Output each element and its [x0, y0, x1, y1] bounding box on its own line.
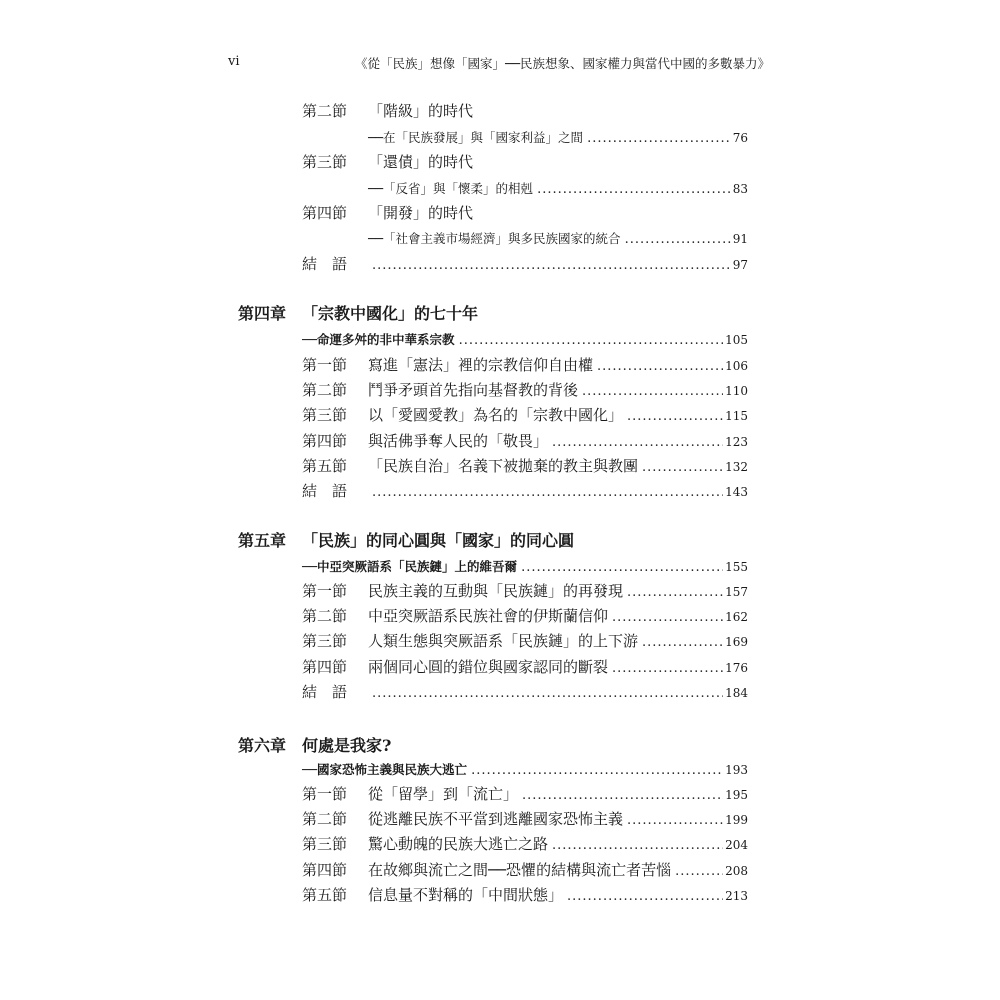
chapter-title: 「民族」的同心圓與「國家」的同心圓 [302, 531, 575, 550]
toc-entry[interactable] [302, 808, 748, 829]
toc-entry[interactable] [302, 605, 748, 626]
entry-label: 第一節 [302, 356, 348, 374]
section-title: 「開發」的時代 [368, 204, 474, 222]
leader-dots [459, 333, 724, 348]
entry-label: 第四節 [302, 431, 348, 450]
toc-entry[interactable] [302, 681, 748, 702]
entry-title: 驚心動魄的民族大逃亡之路 [368, 835, 549, 854]
toc-entry[interactable] [302, 580, 748, 601]
section-label: 第二節 [302, 102, 348, 120]
page-ref: 123 [725, 434, 748, 449]
page-ref: 83 [732, 182, 748, 196]
entry-title: 以「愛國愛教」為名的「宗教中國化」 [368, 406, 624, 425]
section-label: 第四節 [302, 204, 348, 222]
toc-entry[interactable] [302, 379, 748, 400]
entry-label: 第三節 [302, 632, 348, 651]
page-ref: 204 [725, 838, 748, 853]
entry-label: 第二節 [302, 810, 348, 829]
page-ref: 143 [725, 485, 748, 499]
entry-title: 寫進「憲法」裡的宗教信仰自由權 [368, 356, 594, 374]
page-ref: 176 [725, 660, 748, 675]
page-ref: 157 [725, 585, 748, 599]
chapter-subtitle-entry[interactable] [302, 330, 748, 348]
leader-dots [627, 409, 723, 424]
entry-title: 從逃離民族不平當到逃離國家恐怖主義 [368, 810, 624, 829]
entry-label: 第五節 [302, 456, 348, 475]
toc-entry[interactable] [302, 480, 748, 501]
chapter-heading[interactable] [238, 301, 478, 324]
leader-dots [627, 813, 723, 828]
page-ref: 195 [725, 788, 748, 802]
entry-label: 第四節 [302, 860, 348, 879]
chapter-subtitle-entry[interactable] [302, 557, 748, 575]
chapter-subtitle-entry[interactable] [302, 760, 748, 778]
leader-dots [552, 435, 723, 450]
leader-dots [537, 182, 731, 197]
entry-label: 結 語 [302, 482, 348, 500]
page-ref: 162 [725, 610, 748, 625]
leader-dots [552, 838, 723, 853]
chapter-subtitle: ──國家恐怖主義與民族大逃亡 [302, 762, 468, 777]
leader-dots [372, 485, 723, 500]
toc-entry[interactable] [302, 884, 748, 905]
entry-title: 在故鄉與流亡之間──恐懼的結構與流亡者苦惱 [368, 860, 672, 879]
leader-dots [372, 258, 731, 273]
chapter-subtitle: ──中亞突厥語系「民族鏈」上的維吾爾 [302, 559, 518, 574]
entry-label: 第三節 [302, 406, 348, 425]
sub-title: ──「社會主義市場經濟」與多民族國家的統合 [368, 231, 621, 246]
toc-sub-entry[interactable] [368, 229, 748, 247]
toc-entry[interactable] [302, 656, 748, 677]
entry-title: 人類生態與突厥語系「民族鏈」的上下游 [368, 632, 639, 651]
leader-dots [582, 384, 723, 399]
page-ref: 184 [725, 685, 748, 700]
chapter-label: 第六章 [238, 736, 287, 755]
toc-entry[interactable] [302, 630, 748, 651]
leader-dots [612, 661, 723, 676]
page-ref: 106 [725, 359, 748, 373]
entry-title: 「民族自治」名義下被拋棄的教主與教團 [368, 456, 639, 475]
entry-label: 第一節 [302, 785, 348, 803]
leader-dots [627, 585, 723, 600]
leader-dots [675, 864, 723, 879]
running-title: 《從「民族」想像「國家」──民族想象、國家權力與當代中國的多數暴力》 [354, 56, 770, 71]
toc-entry[interactable] [302, 783, 748, 804]
page-ref: 110 [725, 384, 748, 399]
page-ref: 91 [732, 232, 748, 246]
section-title: 「還債」的時代 [368, 153, 474, 171]
entry-label: 結 語 [302, 255, 348, 273]
section-title: 「階級」的時代 [368, 102, 474, 120]
entry-label: 第二節 [302, 607, 348, 626]
chapter-title: 「宗教中國化」的七十年 [302, 304, 479, 323]
chapter-heading[interactable] [238, 733, 391, 756]
section-label: 第三節 [302, 153, 348, 171]
chapter-title: 何處是我家? [302, 736, 392, 755]
leader-dots [372, 686, 723, 701]
page-ref: 76 [732, 131, 748, 145]
page-ref: 105 [725, 333, 748, 347]
toc-entry[interactable] [302, 833, 748, 854]
toc-sub-entry[interactable] [368, 128, 748, 146]
leader-dots [522, 788, 723, 803]
leader-dots [567, 889, 723, 904]
entry-label: 第五節 [302, 885, 348, 904]
page-ref: 97 [732, 258, 748, 272]
toc-entry[interactable] [302, 430, 748, 451]
entry-label: 第二節 [302, 381, 348, 400]
leader-dots [597, 359, 723, 374]
page-ref: 213 [725, 888, 748, 903]
page-ref: 199 [725, 813, 748, 828]
leader-dots [612, 610, 723, 625]
entry-title: 與活佛爭奪人民的「敬畏」 [368, 431, 549, 450]
chapter-label: 第五章 [238, 531, 287, 550]
entry-title: 中亞突厥語系民族社會的伊斯蘭信仰 [368, 607, 609, 626]
page-ref: 169 [725, 635, 748, 650]
leader-dots [642, 460, 723, 475]
entry-label: 第四節 [302, 657, 348, 676]
leader-dots [587, 131, 731, 146]
sub-title: ──在「民族發展」與「國家利益」之間 [368, 130, 584, 145]
toc-entry[interactable] [302, 404, 748, 425]
toc-entry[interactable] [302, 354, 748, 375]
toc-sub-entry[interactable] [368, 179, 748, 197]
toc-entry[interactable] [302, 859, 748, 880]
entry-title: 兩個同心圓的錯位與國家認同的斷裂 [368, 657, 609, 676]
page-ref: 115 [725, 409, 748, 424]
sub-title: ──「反省」與「懷柔」的相剋 [368, 181, 534, 196]
entry-label: 第一節 [302, 582, 348, 600]
entry-label: 結 語 [302, 682, 348, 701]
toc-entry[interactable] [302, 253, 748, 274]
chapter-subtitle: ──命運多舛的非中華系宗教 [302, 332, 455, 347]
chapter-heading[interactable] [238, 528, 574, 551]
page-number: vi [228, 54, 240, 69]
entry-title: 信息量不對稱的「中間狀態」 [368, 885, 564, 904]
entry-title: 民族主義的互動與「民族鏈」的再發現 [368, 582, 624, 600]
page-ref: 132 [725, 459, 748, 474]
leader-dots [642, 635, 723, 650]
toc-entry[interactable] [302, 455, 748, 476]
chapter-label: 第四章 [238, 304, 287, 323]
leader-dots [521, 560, 723, 575]
page-ref: 208 [725, 863, 748, 878]
leader-dots [625, 232, 731, 247]
page-ref: 155 [725, 560, 748, 574]
leader-dots [471, 763, 723, 778]
entry-title: 從「留學」到「流亡」 [368, 785, 519, 803]
entry-label: 第三節 [302, 835, 348, 854]
entry-title: 鬥爭矛頭首先指向基督教的背後 [368, 381, 579, 400]
page-header [0, 54, 1000, 74]
page-ref: 193 [725, 763, 748, 777]
